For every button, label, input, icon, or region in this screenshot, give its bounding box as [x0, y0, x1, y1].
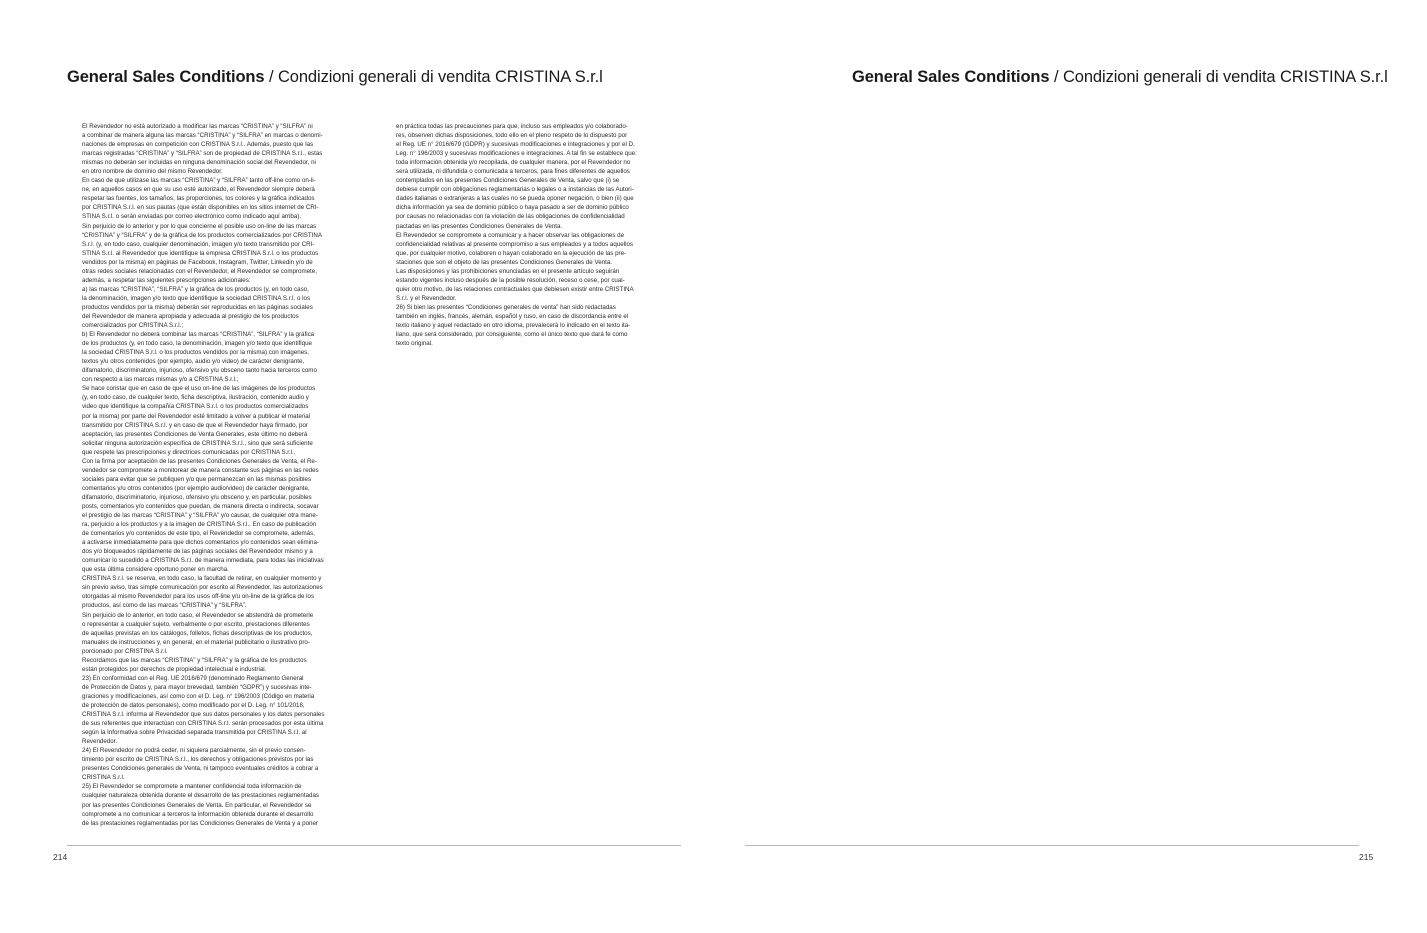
text-line: por la misma) por parte del Revendedor esté limitado a volver a publicar el material	[82, 412, 311, 420]
text-line: mismas no deberán ser incluidas en ninguna denominación social del Revendedor, ni	[82, 159, 316, 167]
text-line: difamatorio, discriminatorio, injurioso, ofensivo y/u obsceno y, en particular, posibles	[82, 493, 312, 501]
text-line: naciones de empresas en competición con CRISTINA S.r.l.. Además, puesto que las	[82, 141, 314, 149]
text-line: además, a respetar las siguientes prescripciones adicionales:	[82, 276, 251, 284]
text-line: confidencialidad relativas al presente compromiso a sus empleados y a todos aquellos	[396, 240, 633, 248]
text-line: con respecto a las marcas mismas y/o a CRISTINA S.r.l.;	[82, 376, 239, 384]
text-line: de aquellas previstas en los catálogos, folletos, fichas descriptivas de los productos,	[82, 629, 313, 637]
text-line: S.r.l. y el Revendedor.	[396, 294, 457, 302]
text-line: Se hace constar que en caso de que el uso on-line de las imágenes de los productos	[82, 385, 316, 393]
text-line: (y, en todo caso, de cualquier texto, ficha descriptiva, ilustración, contenido audio y	[82, 394, 309, 402]
text-line: Las disposiciones y las prohibiciones enunciadas en el presente artículo seguirán	[396, 267, 620, 275]
right-page	[714, 0, 1427, 933]
page-title	[852, 68, 1388, 87]
text-line: en práctica todas las precauciones para que, incluso sus empleados y/o colaborado-	[396, 123, 628, 130]
text-line: que respete las prescripciones y directrices comunicadas por CRISTINA S.r.l..	[82, 448, 296, 456]
text-line: aceptación, las presentes Condiciones de Venta Generales, este último no deberá	[82, 430, 308, 438]
text-line: Con la firma por aceptación de las presentes Condiciones Generales de Venta, el Re-	[82, 457, 317, 465]
page-number: 214	[53, 852, 68, 862]
text-line: timiento por escrito de CRISTINA S.r.l., los derechos y obligaciones previstos por las	[82, 756, 314, 764]
text-line: la denominación, imagen y/o texto que identifique la sociedad CRISTINA S.r.l. o los	[82, 294, 311, 302]
text-line: productos, así como de las marcas “CRISTINA” y “SILFRA”.	[82, 602, 247, 610]
text-line: dades italianas o extranjeras a las cuales no se pueda oponer negación, o bien (ii) que	[396, 195, 634, 203]
footer-rule	[745, 845, 1359, 846]
text-line: porcionado por CRISTINA S.r.l.	[82, 647, 168, 655]
page-title-subtitle: / Condizioni generali di vendita CRISTINA S.r.l	[1049, 68, 1388, 86]
text-line: que esta última considere oportuno poner en marcha.	[82, 566, 229, 574]
text-line: a activarse inmediatamente para que dichos comentarios y/o contenidos sean elimina-	[82, 539, 319, 547]
text-line: sin previo aviso, tras simple comunicación por escrito al Revendedor, las autorizaciones	[82, 584, 323, 592]
text-line: será utilizada, ni difundida o comunicada a terceros, para fines diferentes de aquellos	[396, 168, 630, 176]
text-line: de Protección de Datos y, para mayor brevedad, también “GDPR”) y sucesivas inte-	[82, 683, 312, 691]
text-line: de los productos (y, en todo caso, la denominación, imagen y/o texto que identifique	[82, 340, 312, 348]
text-line: difamatorio, discriminatorio, injurioso, ofensivo y/u obsceno tanto hacia terceros como	[82, 367, 317, 375]
text-line: comercializados por CRISTINA S.r.l.;	[82, 322, 184, 330]
text-line: respetar las fuentes, los tamaños, las proporciones, los colores y la gráfica indicados	[82, 195, 315, 203]
text-line: graciones y modificaciones, así como con el D. Leg. n° 196/2003 (Código en materia	[82, 692, 315, 700]
text-line: 25) El Revendedor se compromete a mantener confidencial toda información de	[82, 783, 302, 791]
text-line: “CRISTINA” y “SILFRA” y de la gráfica de los productos comercializados por CRISTINA	[82, 231, 323, 239]
text-line: por CRISTINA S.r.l. en sus pautas (que están disponibles en los sitios internet de CRI-	[82, 204, 319, 212]
text-line: STINA S.r.l. o serán enviadas por correo electrónico como indicado aquí arriba).	[82, 213, 302, 221]
page-title-strong: General Sales Conditions	[67, 68, 265, 86]
text-line: Recordamos que las marcas “CRISTINA” y “SILFRA” y la gráfica de los productos	[82, 656, 307, 664]
text-line: por las presentes Condiciones Generales de Venta. En particular, el Revendedor se	[82, 801, 312, 809]
text-line: 26) Si bien las presentes “Condiciones generales de venta” han sido redactadas	[396, 303, 616, 311]
text-line: dos y/o bloqueados rápidamente de las páginas sociales del Revendedor mismo y a	[82, 548, 313, 556]
text-line: presentes Condiciones generales de Venta, ni tampoco eventuales créditos a cobrar a	[82, 765, 319, 773]
text-line: texto original.	[396, 340, 433, 348]
text-line: otorgadas al mismo Revendedor para los usos off-line y/u on-line de la gráfica de los	[82, 593, 315, 601]
text-line: dicha información ya sea de dominio público o haya pasado a ser de dominio público	[396, 204, 629, 212]
text-line: 23) En conformidad con el Reg. UE 2016/679 (denominado Reglamento General	[82, 674, 304, 682]
text-line: ne, en aquellos casos en que su uso esté autorizado, el Revendedor siempre deberá	[82, 186, 315, 194]
text-line: en otro nombre de dominio del mismo Revendedor.	[82, 168, 223, 176]
text-line: marcas registradas “CRISTINA” y “SILFRA” son de propiedad de CRISTINA S.r.l., estas	[82, 150, 323, 158]
text-line: CRISTINA S.r.l. se reserva, en todo caso, la facultad de retirar, en cualquier momento y	[82, 575, 322, 583]
text-line: CRISTINA S.r.l. informa al Revendedor que sus datos personales y los datos personales	[82, 711, 325, 719]
text-line: a) las marcas “CRISTINA”, “SILFRA” y la gráfica de los productos (y, en todo caso,	[82, 285, 309, 293]
text-line: transmitido por CRISTINA S.r.l. y en caso de que el Revendedor haya firmado, por	[82, 421, 308, 429]
text-line: toda información obtenida y/o recopilada, de cualquier manera, por el Revendedor no	[396, 159, 631, 167]
page-number: 215	[1359, 852, 1374, 862]
text-line: cualquier naturaleza obtenida durante el desarrollo de las prestaciones reglamentadas	[82, 792, 319, 800]
text-column-right	[396, 122, 684, 348]
text-line: Revendedor.	[82, 738, 118, 746]
text-line: de comentarios y/o contenidos de este tipo, el Revendedor se compromete, además,	[82, 530, 315, 538]
text-line: comentarios y/u otros contenidos (por ejemplo audio/video) de carácter denigrante,	[82, 484, 310, 492]
text-line: según la Informativa sobre Privacidad separada transmitida por CRISTINA S.r.l. al	[82, 729, 307, 737]
text-line: compromete a no comunicar a terceros la información obtenida durante el desarrollo	[82, 810, 314, 818]
text-line: también en inglés, francés, alemán, español y ruso, en caso de discordancia entre el	[396, 312, 629, 320]
text-line: textos y/u otros contenidos (por ejemplo, audio y/o video) de carácter denigrante,	[82, 358, 305, 366]
page-title-subtitle: / Condizioni generali di vendita CRISTINA S.r.l	[264, 68, 603, 86]
left-page	[0, 0, 713, 933]
text-line: manuales de instrucciones y, en general, en el material publicitario o ilustrativo pro-	[82, 638, 310, 646]
text-line: texto italiano y aquel redactado en otro idioma, prevalecerá lo indicado en el texto ita-	[396, 322, 631, 330]
text-line: están protegidos por derechos de propiedad intelectual e industrial.	[82, 665, 267, 673]
text-line: que, por cualquier motivo, colaboren o hayan colaborado en la ejecución de las pre-	[396, 249, 627, 257]
text-line: estando vigentes incluso después de la posible resolución, receso o cese, por cual-	[396, 276, 625, 284]
text-line: productos vendidos por la misma) deberán ser reproducidas en las páginas sociales	[82, 303, 313, 311]
text-line: staciones que son el objeto de las presentes Condiciones Generales de Venta.	[396, 258, 613, 266]
text-line: posts, comentarios y/o contenidos que puedan, de manera directa o indirecta, socavar	[82, 502, 319, 510]
text-line: STINA S.r.l. al Revendedor que identifique la empresa CRISTINA S.r.l. o los productos	[82, 249, 319, 257]
text-line: de protección de datos personales), como modificado por el D. Leg. n° 101/2018,	[82, 702, 305, 709]
page-title-strong: General Sales Conditions	[852, 68, 1050, 86]
text-line: el Reg. UE n° 2016/679 (GDPR) y sucesivas modificaciones e integraciones y por el D.	[396, 141, 635, 149]
text-line: vendedor se compromete a monitorear de manera constante sus páginas en las redes	[82, 466, 319, 474]
text-line: Sin perjuicio de lo anterior, en todo caso, el Revendedor se abstendrá de prometerle	[82, 611, 314, 619]
text-line: a combinar de manera alguna las marcas “CRISTINA” y “SILFRA” en marcas o denomi-	[82, 132, 323, 140]
text-line: la sociedad CRISTINA S.r.l. o los productos vendidos por la misma) con imágenes,	[82, 349, 309, 357]
text-line: El Revendedor no está autorizado a modificar las marcas “CRISTINA” y “SILFRA” ni	[82, 123, 313, 130]
text-line: res, observen dichas disposiciones, todo ello en el pleno respeto de lo dispuesto por	[396, 132, 628, 140]
text-line: Leg. n° 196/2003 y sucesivas modificaciones e integraciones. A tal fin se establece que:	[396, 150, 637, 158]
text-line: pactadas en las presentes Condiciones Generales de Venta.	[396, 222, 563, 230]
text-line: solicitar ninguna autorización específica de CRISTINA S.r.l., sino que será suficiente	[82, 439, 313, 447]
text-line: ra, perjuicio a los productos y a la imagen de CRISTINA S.r.l.. En caso de publicación	[82, 521, 317, 529]
text-line: o representar a cualquier sujeto, verbalmente o por escrito, prestaciones diferentes	[82, 620, 310, 628]
text-line: 24) El Revendedor no podrá ceder, ni siquiera parcialmente, sin el previo consen-	[82, 747, 306, 755]
text-line: b) El Revendedor no deberá combinar las marcas “CRISTINA”, “SILFRA” y la gráfica	[82, 331, 315, 339]
text-line: quier otro motivo, de las relaciones contractuales que debiesen existir entre CRISTINA	[396, 285, 634, 293]
text-line: de sus referentes que interactúan con CRISTINA S.r.l. serán procesados por esta última	[82, 720, 324, 728]
text-line: otras redes sociales relacionadas con el Revendedor, el Revendedor se compromete,	[82, 267, 317, 275]
text-line: video que identifique la compañía CRISTINA S.r.l. o los productos comercializados	[82, 403, 309, 411]
page-title	[67, 68, 603, 87]
text-line: Sin perjuicio de lo anterior y por lo que concierne el posible uso on-line de las marcas	[82, 222, 317, 230]
text-line: el prestigio de las marcas “CRISTINA” y “SILFRA” y/o causar, de cualquier otra mane-	[82, 512, 318, 520]
text-column-left	[82, 122, 370, 828]
text-line: de las prestaciones reglamentadas por las Condiciones Generales de Venta y a poner	[82, 819, 318, 827]
text-line: comunicar lo sucedido a CRISTINA S.r.l. de manera inmediata, para todas las iniciativas	[82, 557, 324, 565]
text-line: El Revendedor se compromete a comunicar y a hacer observar las obligaciones de	[396, 231, 625, 239]
text-line: contemplados en las presentes Condiciones Generales de Venta, salvo que (i) se	[396, 177, 620, 185]
text-line: por causas no relacionadas con la violación de las obligaciones de confidencialidad	[396, 213, 625, 221]
footer-rule	[67, 845, 681, 846]
text-line: sociales para evitar que se publiquen y/o que permanezcan en las mismas posibles	[82, 475, 312, 483]
text-line: vendidos por la misma) en páginas de Facebook, Instagram, Twitter, Linkedin y/o de	[82, 258, 313, 266]
text-line: En caso de que utilizase las marcas “CRISTINA” y “SILFRA” tanto off-line como on-li-	[82, 177, 316, 185]
text-line: liano, que será considerado, por consiguiente, como el único texto que dará fe como	[396, 331, 628, 339]
text-line: debiese cumplir con obligaciones reglamentarias o legales o a instancias de las Autori-	[396, 186, 634, 194]
text-line: S.r.l. (y, en todo caso, cualquier denominación, imagen y/o texto transmitido por CRI-	[82, 240, 315, 248]
text-line: CRISTINA S.r.l.	[82, 774, 125, 782]
text-line: del Revendedor de manera apropiada y adecuada al prestigio de los productos	[82, 312, 299, 320]
